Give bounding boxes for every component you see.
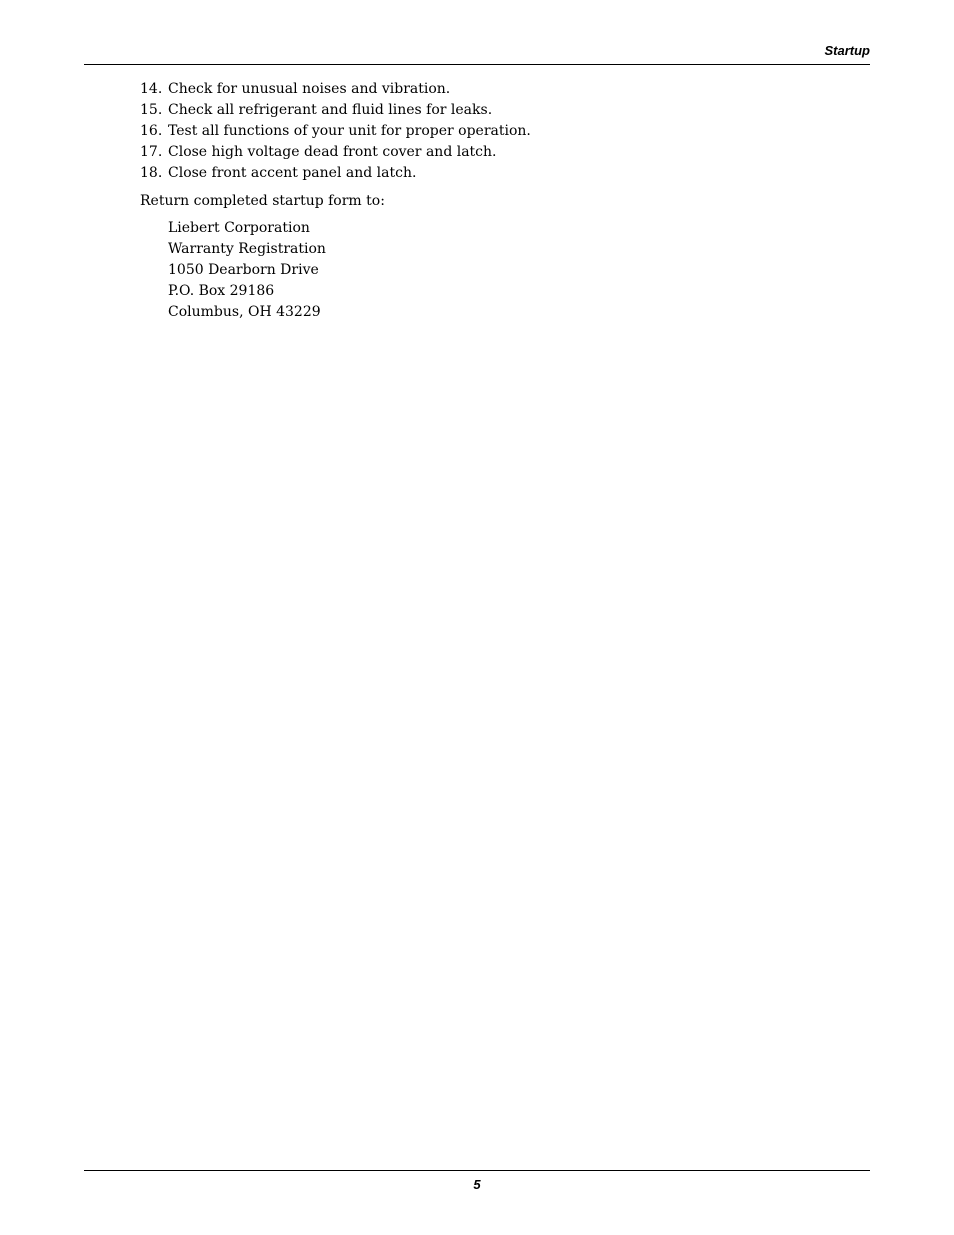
step-text: Check all refrigerant and fluid lines for leaks. [168, 102, 493, 118]
return-instruction: Return completed startup form to: [140, 193, 385, 209]
step-number: 15. [140, 102, 163, 118]
step-text: Test all functions of your unit for proper operation. [168, 123, 531, 139]
step-number: 18. [140, 165, 163, 181]
step-text: Check for unusual noises and vibration. [168, 81, 451, 97]
list-item [140, 100, 531, 121]
address-line: P.O. Box 29186 [168, 283, 275, 299]
mailing-address [168, 218, 326, 323]
step-number: 14. [140, 81, 163, 97]
startup-steps-list [140, 79, 531, 184]
step-text: Close high voltage dead front cover and latch. [168, 144, 497, 160]
list-item [140, 142, 531, 163]
step-number: 17. [140, 144, 163, 160]
header-divider [84, 64, 870, 65]
page-number: 5 [473, 1177, 481, 1192]
address-line: Columbus, OH 43229 [168, 304, 321, 320]
address-line: Warranty Registration [168, 241, 326, 257]
address-line: 1050 Dearborn Drive [168, 262, 319, 278]
address-line: Liebert Corporation [168, 220, 310, 236]
list-item [140, 79, 531, 100]
step-number: 16. [140, 123, 163, 139]
footer-divider [84, 1170, 870, 1171]
step-text: Close front accent panel and latch. [168, 165, 417, 181]
list-item [140, 163, 531, 184]
section-title: Startup [824, 43, 870, 58]
list-item [140, 121, 531, 142]
